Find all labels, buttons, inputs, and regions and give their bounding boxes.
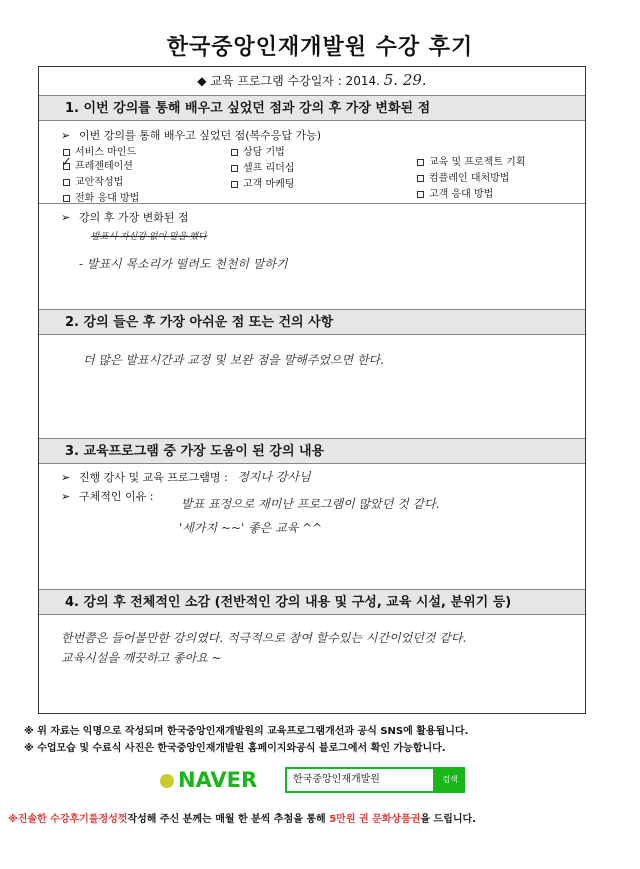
checkbox-icon: [417, 159, 424, 166]
option-self-leadership[interactable]: [231, 159, 294, 174]
option-label: 서비스 마인드: [75, 147, 137, 158]
handwritten-instructor: 정지나 강사님: [237, 470, 311, 484]
page-title: 한국중앙인재개발원 수강 후기: [166, 35, 474, 60]
handwritten-change: - 발표시 목소리가 떨려도 천천히 말하기: [79, 257, 288, 271]
note-anonymous: ※ 위 자료는 익명으로 작성되며 한국중앙인재개발원의 교육프로그램개선과 공식 SNS에 활용됩니다.: [24, 726, 469, 737]
naver-search-button[interactable]: 검색: [435, 767, 465, 793]
option-phone-response[interactable]: [63, 189, 139, 204]
arrow-icon: ➢: [61, 211, 71, 224]
checkbox-icon: [231, 165, 238, 172]
option-customer-response[interactable]: [417, 185, 493, 200]
sub-a-label: 이번 강의를 통해 배우고 싶었던 점(복수응답 가능): [79, 129, 322, 142]
option-label: 교안작성법: [75, 177, 124, 188]
reason-label: 구체적인 이유 :: [79, 490, 154, 503]
bottom-notice: [8, 810, 638, 825]
option-label: 상담 기법: [243, 147, 285, 158]
checkbox-icon: [417, 191, 424, 198]
section1-sub-a: [61, 127, 321, 143]
date-label: ◆ 교육 프로그램 수강일자 : 2014.: [197, 74, 380, 88]
divider: [39, 203, 585, 204]
section3-heading: 3. 교육프로그램 중 가장 도움이 된 강의 내용: [39, 438, 585, 464]
handwritten-struck: 발표시 자신감 없이 말을 했다: [91, 232, 207, 242]
notice-part4: 5만원 권 문화상품권: [329, 814, 421, 825]
checkbox-icon: [231, 181, 238, 188]
notice-part1: ※진솔한 수강후기를: [8, 814, 99, 825]
checkbox-icon: [61, 154, 72, 170]
date-header: [39, 67, 585, 95]
option-presentation[interactable]: [61, 154, 133, 172]
naver-logo: [160, 767, 280, 793]
handwritten-suggestion: 더 많은 발표시간과 교정 및 보완 점을 말해주었으면 한다.: [83, 353, 384, 367]
option-lesson-plan[interactable]: [63, 173, 123, 188]
checkmark-icon: ✓: [61, 154, 72, 170]
option-label: 교육 및 프로젝트 기획: [429, 157, 526, 168]
instructor-row: [61, 468, 311, 485]
review-form: [38, 66, 586, 714]
handwritten-overall-2: 교육시설을 깨끗하고 좋아요 ~: [61, 651, 222, 665]
checkbox-icon: [63, 195, 70, 202]
notice-part3: 작성해 주신 분께는 매월 한 분씩 추첨을 통해: [127, 814, 326, 825]
section4-heading: 4. 강의 후 전체적인 소감 (전반적인 강의 내용 및 구성, 교육 시설, 분위기 등): [39, 589, 585, 615]
notice-part2: 정성껏: [98, 814, 128, 825]
option-label: 컴플레인 대처방법: [429, 173, 510, 184]
sub-b-label: 강의 후 가장 변화된 점: [79, 211, 189, 224]
option-label: 고객 응대 방법: [429, 189, 494, 200]
naver-logo-text: NAVER: [178, 768, 258, 792]
checkbox-icon: [417, 175, 424, 182]
arrow-icon: ➢: [61, 490, 71, 503]
option-service-mind[interactable]: [63, 143, 136, 158]
option-project-planning[interactable]: [417, 153, 525, 168]
arrow-icon: ➢: [61, 129, 71, 142]
checkbox-icon: [231, 149, 238, 156]
smile-icon: [160, 774, 174, 788]
note-photos: ※ 수업모습 및 수료식 사진은 한국중앙인재개발원 홈페이지와공식 블로그에서 확인 가능합니다.: [24, 743, 446, 754]
option-label: 셀프 리더십: [243, 163, 295, 174]
section1-sub-b: [61, 209, 189, 225]
option-customer-marketing[interactable]: [231, 175, 294, 190]
section1-heading: 1. 이번 강의를 통해 배우고 싶었던 점과 강의 후 가장 변화된 점: [39, 95, 585, 121]
option-label: 프레젠테이션: [75, 161, 133, 172]
reason-row: [61, 488, 153, 504]
naver-search-input[interactable]: 한국중앙인재개발원: [285, 767, 435, 793]
handwritten-reason-1: 발표 표정으로 재미난 프로그램이 많았던 것 같다.: [181, 497, 440, 511]
option-label: 전화 응대 방법: [75, 193, 140, 204]
option-counseling[interactable]: [231, 143, 285, 158]
option-label: 고객 마케팅: [243, 179, 295, 190]
section2-heading: 2. 강의 들은 후 가장 아쉬운 점 또는 건의 사항: [39, 309, 585, 335]
handwritten-reason-2: '세가지 ~~' 좋은 교육 ^^: [179, 521, 323, 535]
checkbox-icon: [63, 179, 70, 186]
date-handwritten: 5. 29.: [383, 71, 427, 89]
handwritten-overall-1: 한번쯤은 들어볼만한 강의였다. 적극적으로 참여 할수있는 시간이었던것 같다.: [61, 631, 467, 645]
arrow-icon: ➢: [61, 471, 71, 484]
instructor-label: 진행 강사 및 교육 프로그램명 :: [79, 471, 228, 484]
notice-part5: 을 드립니다.: [420, 814, 476, 825]
option-complaint[interactable]: [417, 169, 509, 184]
